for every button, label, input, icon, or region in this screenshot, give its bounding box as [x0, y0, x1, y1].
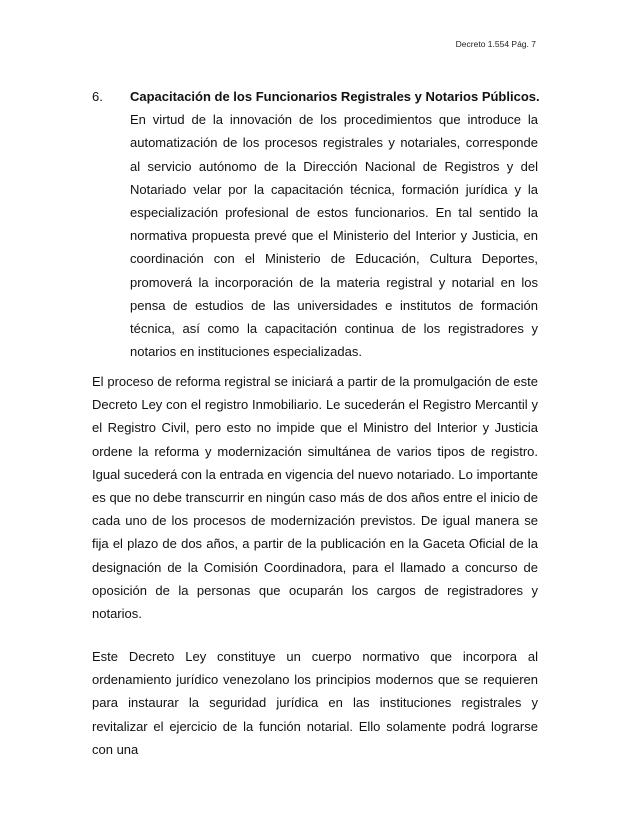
- paragraph-decreto-ley: Este Decreto Ley constituye un cuerpo normativo que incorpora al ordenamiento jurídico venezolano los principios modernos que se requieren para instaurar la seguridad jurídica en las instituciones registrales y revitalizar el ejercicio de la función notarial. Ello solamente podrá lograrse con una: [92, 649, 538, 757]
- section-title: Capacitación de los Funcionarios Registrales y Notarios Públicos.: [130, 89, 540, 104]
- paragraph-reforma-registral: El proceso de reforma registral se iniciará a partir de la promulgación de este Decreto Ley con el registro Inmobiliario. Le sucederán el Registro Mercantil y el Registro Civil, pero esto no impide que el Ministro del Interior y Justicia ordene la reforma y modernización simultánea de varios tipos de registro. Igual sucederá con la entrada en vigencia del nuevo notariado. Lo importante es que no debe transcurrir en ningún caso más de dos años entre el inicio de cada uno de los procesos de modernización previstos. De igual manera se fija el plazo de dos años, a partir de la publicación en la Gaceta Oficial de la designación de la Comisión Coordinadora, para el llamado a concurso de oposición de la personas que ocuparán los cargos de registradores y notarios.: [92, 374, 538, 622]
- page-header: Decreto 1.554 Pág. 7: [455, 39, 536, 49]
- section-number: 6.: [92, 89, 103, 104]
- section-body: [130, 85, 538, 363]
- section-text: En virtud de la innovación de los procedimientos que introduce la automatización de los procesos registrales y notariales, corresponde al servicio autónomo de la Dirección Nacional de Registros y del Notariado velar por la capacitación técnica, formación jurídica y la especialización profesional de estos funcionarios. En tal sentido la normativa propuesta prevé que el Ministerio del Interior y Justicia, en coordinación con el Ministerio de Educación, Cultura Deportes, promoverá la incorporación de la materia registral y notarial en los pensa de estudios de las universidades e institutos de formación técnica, así como la capacitación continua de los registradores y notarios en instituciones especializadas.: [130, 112, 538, 360]
